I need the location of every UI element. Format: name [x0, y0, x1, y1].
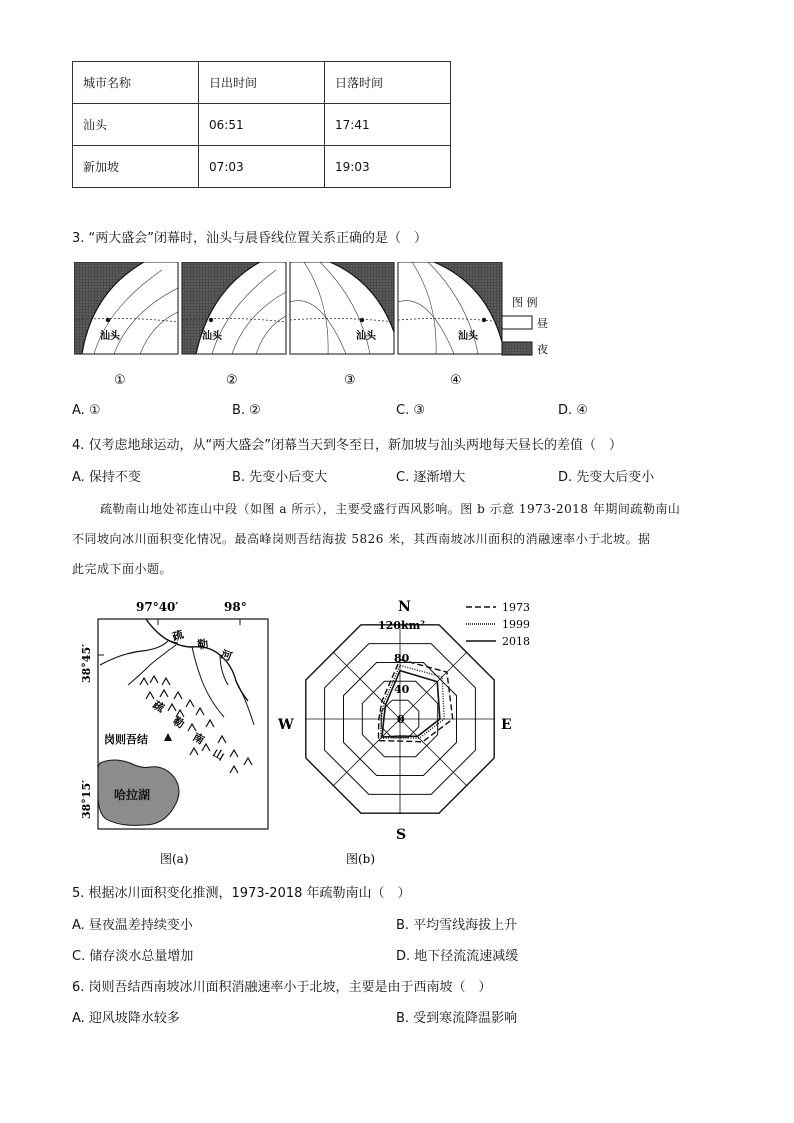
legend-title: 图 例: [512, 296, 538, 309]
longitude-label: 97°40′: [136, 600, 179, 614]
table-row: [73, 146, 451, 188]
legend-day-label: 昼: [537, 317, 548, 330]
radar-axis: [333, 652, 400, 719]
direction-label-s: S: [396, 827, 407, 843]
legend-night-swatch: [502, 342, 532, 355]
diagram-1: [74, 262, 178, 354]
river-label-char: 疏: [170, 627, 186, 644]
q6-option-a[interactable]: A. 迎风坡降水较多: [72, 1011, 180, 1026]
city-label: 汕头: [100, 331, 120, 342]
table-cell: 新加坡: [73, 146, 199, 188]
river-label-char: 勒: [196, 637, 210, 652]
q5-option-d[interactable]: D. 地下径流流速减缓: [396, 949, 519, 964]
q3-option-d[interactable]: D. ④: [558, 403, 588, 418]
table-cell: 19:03: [325, 146, 451, 188]
range-label-char: 南: [190, 730, 207, 748]
q5-option-b[interactable]: B. 平均雪线海拔上升: [396, 918, 518, 933]
q3-option-c[interactable]: C. ③: [396, 403, 425, 418]
table-header-cell: 日落时间: [325, 62, 451, 104]
q4-option-d[interactable]: D. 先变大后变小: [558, 470, 655, 485]
range-label-char: 山: [210, 746, 227, 764]
figure-b-radar-chart: [270, 595, 550, 870]
figure-number: ④: [450, 373, 462, 388]
radar-tick-label: 0: [397, 713, 405, 726]
radar-tick-label: 40: [394, 683, 410, 696]
city-label: 汕头: [202, 331, 222, 342]
question-3-stem: 3. “两大盛会”闭幕时，汕头与晨昏线位置关系正确的是（ ）: [72, 231, 428, 246]
direction-label-e: E: [501, 717, 512, 733]
question-6-stem: 6. 岗则吾结西南坡冰川面积消融速率小于北坡，主要是由于西南坡（ ）: [72, 980, 492, 995]
sunrise-sunset-table: [72, 61, 451, 188]
q3-option-b[interactable]: B. ②: [232, 403, 261, 418]
peak-label: 岗则吾结: [104, 733, 148, 746]
legend-night-label: 夜: [537, 343, 548, 356]
passage-line: 疏勒南山地处祁连山中段（如图 a 所示），主要受盛行西风影响。图 b 示意 1973-2018 年期间疏勒南山: [100, 502, 681, 516]
figure-number: ①: [114, 373, 126, 388]
direction-label-w: W: [278, 717, 294, 733]
table-cell: 07:03: [199, 146, 325, 188]
diagram-4: [398, 262, 502, 354]
table-header-cell: 城市名称: [73, 62, 199, 104]
terminator-diagrams: [74, 262, 554, 394]
river-label-char: 河: [218, 647, 234, 664]
table-header-row: [73, 62, 451, 104]
q6-option-b[interactable]: B. 受到寒流降温影响: [396, 1011, 518, 1026]
direction-label-n: N: [398, 599, 411, 615]
q5-option-a[interactable]: A. 昼夜温差持续变小: [72, 918, 193, 933]
radar-axis: [400, 719, 467, 786]
passage-line: 此完成下面小题。: [72, 562, 173, 576]
range-label-char: 勒: [170, 714, 187, 732]
figure-number: ③: [344, 373, 356, 388]
legend-day-swatch: [502, 316, 532, 329]
q4-option-a[interactable]: A. 保持不变: [72, 470, 141, 485]
latitude-label: 38°15′: [80, 779, 93, 819]
q4-option-c[interactable]: C. 逐渐增大: [396, 470, 466, 485]
figure-a-map: [70, 595, 280, 870]
radar-axis: [333, 719, 400, 786]
table-cell: 06:51: [199, 104, 325, 146]
city-label: 汕头: [458, 331, 478, 342]
range-label-char: 疏: [150, 698, 167, 716]
q5-option-c[interactable]: C. 储存淡水总量增加: [72, 949, 194, 964]
question-5-stem: 5. 根据冰川面积变化推测，1973-2018 年疏勒南山（ ）: [72, 886, 411, 901]
q4-option-b[interactable]: B. 先变小后变大: [232, 470, 328, 485]
diagram-3: [290, 262, 394, 354]
legend-label-2018: 2018: [502, 635, 530, 648]
passage-line: 不同坡向冰川面积变化情况。最高峰岗则吾结海拔 5826 米，其西南坡冰川面积的消融速率小于北坡。据: [72, 532, 651, 546]
diagram-2: [182, 262, 286, 354]
table-header-cell: 日出时间: [199, 62, 325, 104]
table-cell: 汕头: [73, 104, 199, 146]
radar-tick-label: 80: [394, 652, 410, 665]
city-label: 汕头: [356, 331, 376, 342]
table-row: [73, 104, 451, 146]
latitude-label: 38°45′: [80, 643, 93, 683]
q3-option-a[interactable]: A. ①: [72, 403, 101, 418]
longitude-label: 98°: [224, 600, 247, 614]
radar-unit-label: 120km²: [378, 619, 426, 632]
legend-label-1973: 1973: [502, 601, 530, 614]
figure-number: ②: [226, 373, 238, 388]
figure-a-caption: 图(a): [160, 852, 189, 866]
question-4-stem: 4. 仅考虑地球运动，从“两大盛会”闭幕当天到冬至日，新加坡与汕头两地每天昼长的差值（ ）: [72, 438, 623, 453]
lake-label: 哈拉湖: [114, 788, 151, 802]
legend-label-1999: 1999: [502, 618, 530, 631]
table-cell: 17:41: [325, 104, 451, 146]
figure-b-caption: 图(b): [346, 852, 376, 866]
